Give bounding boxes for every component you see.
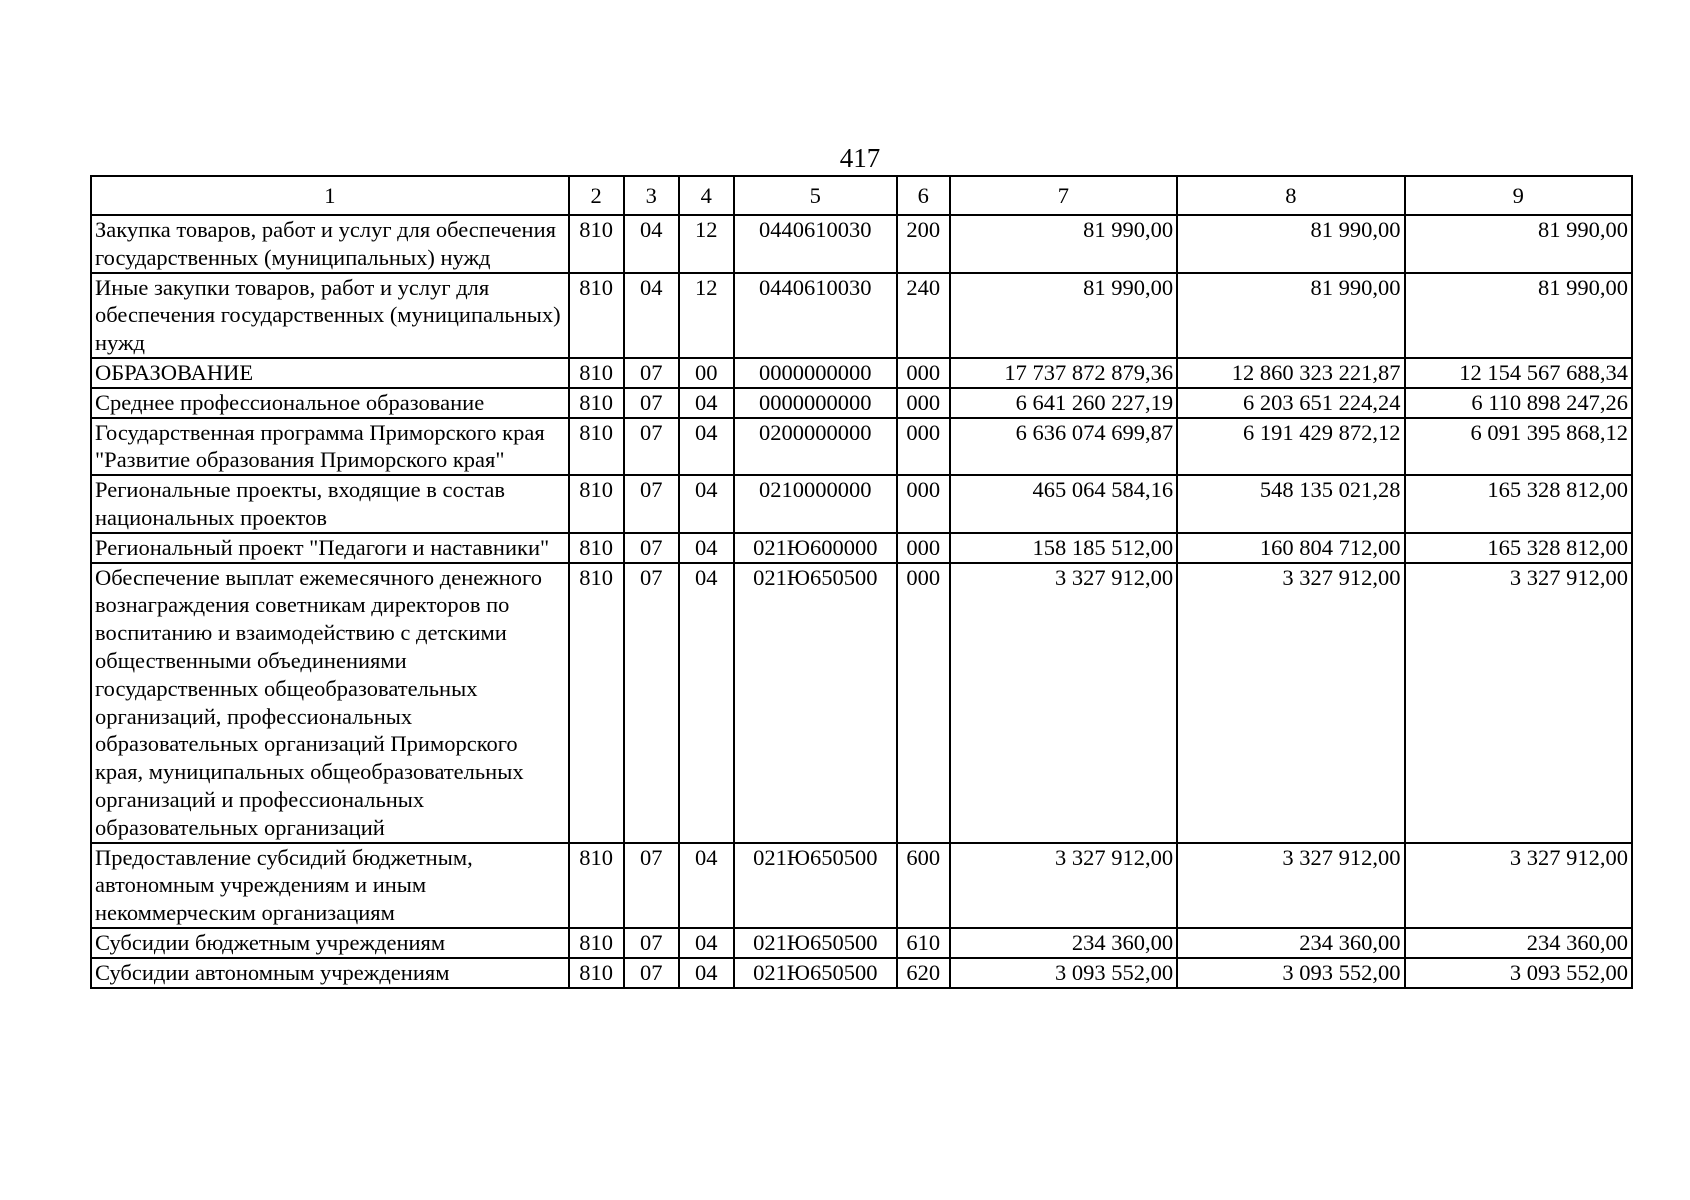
row-code-3: 07 — [624, 563, 679, 843]
row-code-3: 07 — [624, 928, 679, 958]
row-amount-9: 234 360,00 — [1405, 928, 1632, 958]
column-header-3: 3 — [624, 176, 679, 215]
row-code-6: 200 — [897, 215, 950, 273]
budget-table — [90, 175, 1633, 989]
row-amount-7: 17 737 872 879,36 — [950, 358, 1177, 388]
row-name: Субсидии бюджетным учреждениям — [91, 928, 569, 958]
row-name: Обеспечение выплат ежемесячного денежного вознаграждения советникам директоров по воспитанию и взаимодействию с детскими общественными объединениями государственных общеобразовательных организаций, профессиональных образовательных организаций Приморского края, муниципальных общеобразовательных организаций и профессиональных образовательных организаций — [91, 563, 569, 843]
row-amount-9: 81 990,00 — [1405, 215, 1632, 273]
row-name: Закупка товаров, работ и услуг для обеспечения государственных (муниципальных) нужд — [91, 215, 569, 273]
row-name: Предоставление субсидий бюджетным, автономным учреждениям и иным некоммерческим организациям — [91, 843, 569, 928]
row-code-4: 04 — [679, 563, 734, 843]
row-code-4: 04 — [679, 533, 734, 563]
table-row — [91, 273, 1632, 358]
row-code-3: 07 — [624, 533, 679, 563]
table-row — [91, 843, 1632, 928]
row-code-5: 021Ю650500 — [734, 928, 897, 958]
column-header-2: 2 — [569, 176, 624, 215]
row-code-3: 04 — [624, 273, 679, 358]
row-code-2: 810 — [569, 563, 624, 843]
row-code-4: 04 — [679, 388, 734, 418]
row-code-2: 810 — [569, 388, 624, 418]
table-header-row — [91, 176, 1632, 215]
table-row — [91, 475, 1632, 533]
row-amount-8: 81 990,00 — [1177, 273, 1404, 358]
row-amount-7: 158 185 512,00 — [950, 533, 1177, 563]
row-code-2: 810 — [569, 215, 624, 273]
row-amount-7: 3 093 552,00 — [950, 958, 1177, 988]
row-amount-9: 6 110 898 247,26 — [1405, 388, 1632, 418]
table-row — [91, 928, 1632, 958]
row-code-4: 04 — [679, 958, 734, 988]
row-amount-7: 465 064 584,16 — [950, 475, 1177, 533]
row-code-4: 12 — [679, 215, 734, 273]
column-header-9: 9 — [1405, 176, 1632, 215]
row-name: Субсидии автономным учреждениям — [91, 958, 569, 988]
row-amount-7: 234 360,00 — [950, 928, 1177, 958]
row-code-5: 021Ю650500 — [734, 843, 897, 928]
row-code-2: 810 — [569, 273, 624, 358]
row-code-4: 04 — [679, 475, 734, 533]
row-code-6: 000 — [897, 533, 950, 563]
table-row — [91, 563, 1632, 843]
row-code-2: 810 — [569, 843, 624, 928]
row-amount-9: 12 154 567 688,34 — [1405, 358, 1632, 388]
row-amount-8: 6 203 651 224,24 — [1177, 388, 1404, 418]
row-code-4: 04 — [679, 843, 734, 928]
row-amount-8: 12 860 323 221,87 — [1177, 358, 1404, 388]
row-code-3: 07 — [624, 418, 679, 476]
row-name: ОБРАЗОВАНИЕ — [91, 358, 569, 388]
row-code-6: 000 — [897, 358, 950, 388]
row-code-6: 000 — [897, 418, 950, 476]
row-code-5: 021Ю650500 — [734, 563, 897, 843]
row-code-5: 0000000000 — [734, 358, 897, 388]
column-header-5: 5 — [734, 176, 897, 215]
row-amount-8: 548 135 021,28 — [1177, 475, 1404, 533]
row-code-2: 810 — [569, 358, 624, 388]
row-code-4: 00 — [679, 358, 734, 388]
row-code-6: 610 — [897, 928, 950, 958]
column-header-7: 7 — [950, 176, 1177, 215]
row-code-3: 07 — [624, 843, 679, 928]
row-amount-9: 3 327 912,00 — [1405, 843, 1632, 928]
row-amount-7: 6 636 074 699,87 — [950, 418, 1177, 476]
row-code-6: 240 — [897, 273, 950, 358]
row-amount-9: 165 328 812,00 — [1405, 533, 1632, 563]
column-header-1: 1 — [91, 176, 569, 215]
row-code-5: 0210000000 — [734, 475, 897, 533]
row-code-4: 04 — [679, 418, 734, 476]
row-code-3: 07 — [624, 475, 679, 533]
column-header-8: 8 — [1177, 176, 1404, 215]
table-row — [91, 388, 1632, 418]
row-code-3: 07 — [624, 388, 679, 418]
row-code-4: 04 — [679, 928, 734, 958]
table-row — [91, 533, 1632, 563]
table-row — [91, 418, 1632, 476]
row-name: Региональные проекты, входящие в состав национальных проектов — [91, 475, 569, 533]
row-code-6: 620 — [897, 958, 950, 988]
row-amount-8: 3 327 912,00 — [1177, 843, 1404, 928]
row-code-5: 0440610030 — [734, 215, 897, 273]
row-amount-7: 81 990,00 — [950, 215, 1177, 273]
row-name: Среднее профессиональное образование — [91, 388, 569, 418]
row-code-3: 07 — [624, 958, 679, 988]
page-number: 417 — [839, 143, 881, 173]
row-amount-7: 3 327 912,00 — [950, 843, 1177, 928]
row-code-6: 000 — [897, 388, 950, 418]
row-code-2: 810 — [569, 928, 624, 958]
row-code-2: 810 — [569, 533, 624, 563]
row-code-2: 810 — [569, 418, 624, 476]
row-amount-9: 6 091 395 868,12 — [1405, 418, 1632, 476]
row-name: Иные закупки товаров, работ и услуг для обеспечения государственных (муниципальных) нужд — [91, 273, 569, 358]
row-code-4: 12 — [679, 273, 734, 358]
row-amount-9: 165 328 812,00 — [1405, 475, 1632, 533]
row-amount-8: 234 360,00 — [1177, 928, 1404, 958]
row-amount-9: 3 327 912,00 — [1405, 563, 1632, 843]
row-code-6: 600 — [897, 843, 950, 928]
row-name: Государственная программа Приморского края "Развитие образования Приморского края" — [91, 418, 569, 476]
row-name: Региональный проект "Педагоги и наставники" — [91, 533, 569, 563]
row-amount-8: 3 093 552,00 — [1177, 958, 1404, 988]
row-code-5: 021Ю600000 — [734, 533, 897, 563]
row-amount-8: 160 804 712,00 — [1177, 533, 1404, 563]
row-amount-8: 81 990,00 — [1177, 215, 1404, 273]
row-code-2: 810 — [569, 958, 624, 988]
row-code-3: 04 — [624, 215, 679, 273]
column-header-6: 6 — [897, 176, 950, 215]
row-code-5: 0200000000 — [734, 418, 897, 476]
row-code-5: 021Ю650500 — [734, 958, 897, 988]
row-amount-7: 3 327 912,00 — [950, 563, 1177, 843]
column-header-4: 4 — [679, 176, 734, 215]
row-amount-8: 6 191 429 872,12 — [1177, 418, 1404, 476]
row-amount-7: 6 641 260 227,19 — [950, 388, 1177, 418]
row-amount-9: 3 093 552,00 — [1405, 958, 1632, 988]
table-row — [91, 958, 1632, 988]
row-code-6: 000 — [897, 563, 950, 843]
row-amount-8: 3 327 912,00 — [1177, 563, 1404, 843]
row-code-3: 07 — [624, 358, 679, 388]
row-code-2: 810 — [569, 475, 624, 533]
row-amount-9: 81 990,00 — [1405, 273, 1632, 358]
row-code-5: 0440610030 — [734, 273, 897, 358]
row-code-6: 000 — [897, 475, 950, 533]
row-amount-7: 81 990,00 — [950, 273, 1177, 358]
table-row — [91, 358, 1632, 388]
row-code-5: 0000000000 — [734, 388, 897, 418]
table-row — [91, 215, 1632, 273]
